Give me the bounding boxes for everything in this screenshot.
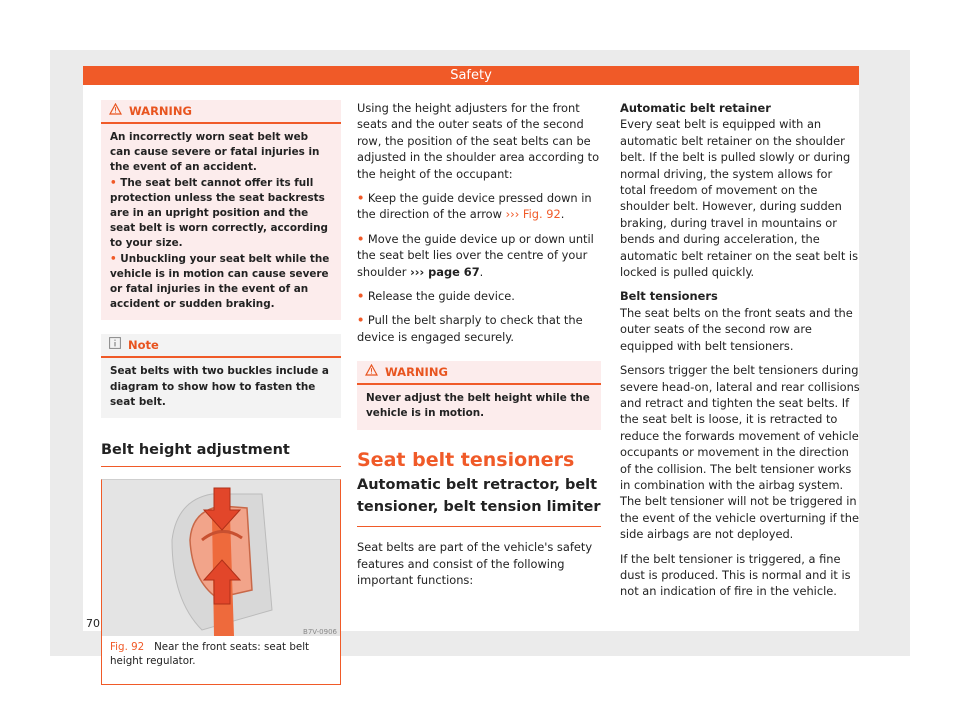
column-left [101, 100, 341, 685]
warning-text: Never adjust the belt height while the vehicle is in motion. [366, 392, 590, 420]
warning-body [101, 124, 341, 312]
figure-caption-text: Near the front seats: seat belt height regulator. [110, 641, 310, 668]
note-box [101, 334, 341, 418]
warning-box [101, 100, 341, 320]
note-header [101, 334, 341, 358]
page-header: Safety [83, 66, 859, 85]
warning-bullet: • The seat belt cannot offer its full protection unless the seat backrests are in an upright position and the seat belt is worn correctly, according to your size. [110, 176, 328, 250]
info-icon [109, 337, 121, 353]
belt-height-regulator-illustration [102, 480, 340, 636]
warning-icon [109, 103, 122, 119]
warning-intro: An incorrectly worn seat belt web can cause severe or fatal injuries in the event of an accident. [110, 131, 320, 174]
instruction-bullet: • Pull the belt sharply to check that the device is engaged securely. [357, 313, 583, 344]
warning-icon [365, 364, 378, 380]
subsection-title: Automatic belt retractor, belt tensioner, belt tension limiter [357, 474, 601, 527]
figure-92 [101, 479, 341, 685]
note-text: Seat belts with two buckles include a diagram to show how to fasten the seat belt. [110, 365, 329, 408]
note-body [101, 358, 341, 410]
instruction-bullet: • Move the guide device up or down until the seat belt lies over the centre of your shoulder ››› page 67. [357, 231, 594, 279]
paragraph-belt-retainer: Every seat belt is equipped with an automatic belt retainer on the shoulder belt. If the belt is pulled slowly or during normal driving, the system allows for total freedom of movement on the shoulder belt. However, during sudden braking, during travel in mountains or bends and during acceleration, the automatic belt retainer on the seat belt is locked is pulled quickly. [620, 117, 859, 280]
column-right [620, 100, 860, 608]
section-title-belt-height: Belt height adjustment [101, 442, 341, 467]
warning-body [357, 385, 601, 421]
warning-label: WARNING [129, 103, 192, 118]
warning-box-2 [357, 361, 601, 429]
heading-belt-tensioners: Belt tensioners [620, 289, 718, 304]
heading-belt-retainer: Automatic belt retainer [620, 101, 771, 115]
warning-label: WARNING [385, 365, 448, 380]
paragraph-tensioners-1: The seat belts on the front seats and the outer seats of the second row are equipped with belt tensioners. [620, 305, 853, 353]
functions-paragraph: Seat belts are part of the vehicle's safety features and consist of the following important functions: [357, 540, 593, 587]
instruction-bullet: • Keep the guide device pressed down in the direction of the arrow ››› Fig. 92. [357, 191, 592, 222]
paragraph-tensioners-2: Sensors trigger the belt tensioners during severe head-on, lateral and rear collisions and retract and tighten the seat belts. If the seat belt is loose, it is retracted to reduce the forwards movement of vehicle occupants or movement in the direction of the collision. The belt tensioner works in combination with the airbag system. The belt tensioner will not be triggered in the event of the vehicle overturning if the side airbags are not deployed. [620, 363, 860, 542]
instruction-bullet: • Release the guide device. [357, 289, 515, 304]
intro-paragraph: Using the height adjusters for the front seats and the outer seats of the second row, the position of the seat belts can be adjusted in the shoulder area according to the height of the occupant: [357, 101, 600, 181]
section-title-tensioners: Seat belt tensioners [357, 448, 575, 471]
page-link[interactable]: ››› page 67 [410, 264, 480, 279]
column-middle [357, 100, 601, 596]
figure-caption [110, 640, 336, 668]
figure-label: Fig. 92 [110, 641, 145, 654]
paragraph-tensioners-3: If the belt tensioner is triggered, a fine dust is produced. This is normal and it is not an indication of fire in the vehicle. [620, 551, 851, 599]
note-label: Note [128, 338, 159, 353]
figure-link[interactable]: ››› Fig. 92 [505, 207, 561, 222]
page-number: 70 [86, 617, 100, 630]
warning-bullet: • Unbuckling your seat belt while the vehicle is in motion can cause severe or fatal injuries in the event of an accident or sudden braking. [110, 252, 330, 311]
figure-code: B7V-0906 [303, 628, 337, 637]
warning-header [101, 100, 341, 124]
warning-header [357, 361, 601, 385]
